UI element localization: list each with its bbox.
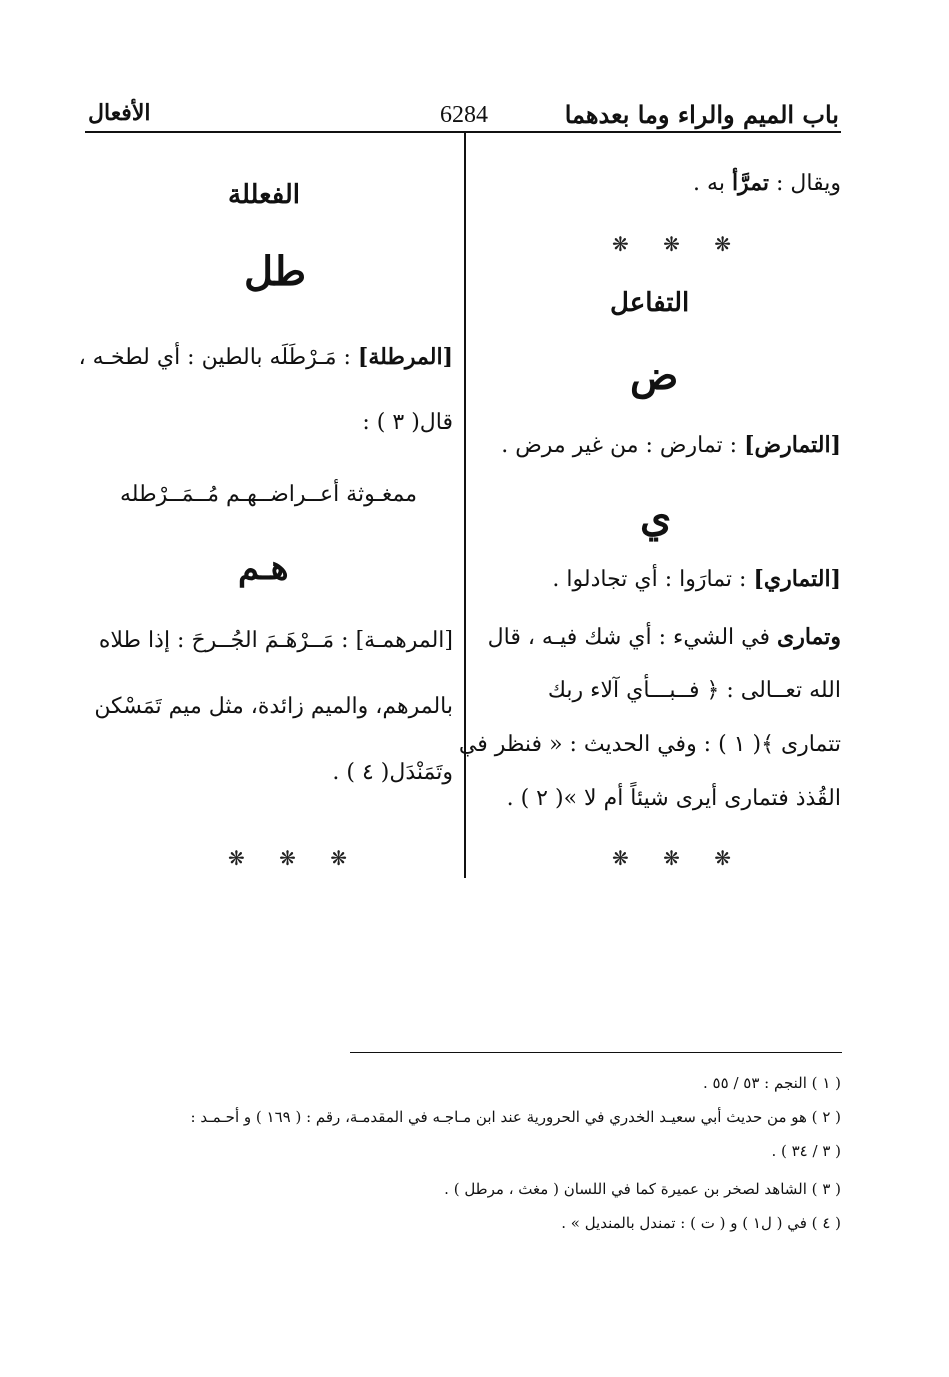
entry-marhama-line2: بالمرهم، والميم زائدة، مثل ميم تَمَسْكن: [94, 694, 453, 719]
footnote-rule: [350, 1052, 842, 1053]
header-rule: [85, 131, 841, 133]
entry-tamari: [552, 566, 841, 592]
intro-keyword: تمرَّأ: [731, 170, 770, 196]
heading-falala: الفعللة: [228, 180, 300, 210]
heading-tafaul: التفاعل: [610, 288, 690, 318]
intro-suffix: به .: [693, 171, 732, 196]
entry-tamara-line1: [488, 624, 841, 650]
entry-head: [التماري]: [753, 566, 841, 592]
root-letter-ya: ي: [640, 494, 672, 541]
section-separator-stars: ❋ ❋ ❋: [228, 846, 361, 870]
entry-tamara-line3: تتمارى ﴾( ١ ) : وفي الحديث : « فنظر في: [458, 732, 841, 757]
running-header-chapter: باب الميم والراء وما بعدهما: [564, 100, 839, 129]
section-separator-stars: ❋ ❋ ❋: [612, 846, 745, 870]
root-letters-hm: هـم: [238, 548, 289, 588]
entry-text: في الشيء : أي شك فيـه ، قال: [487, 625, 777, 650]
root-letters-tal: طل: [244, 248, 307, 295]
entry-text: : تمارض : من غير مرض .: [501, 433, 745, 458]
entry-tamara-line4: القُذذ فتمارى أيرى شيئاً أم لا »( ٢ ) .: [506, 786, 841, 811]
running-header-section: الأفعال: [88, 100, 151, 126]
entry-text: : مَـرْطَلَه بالطين : أي لطخـه ،: [78, 345, 358, 370]
entry-tamarud: [501, 432, 841, 458]
entry-marhama-line1: [المرهمـة] : مَــرْهَـمَ الجُــرحَ : إذا طلاه: [98, 628, 453, 653]
page-number: 6284: [440, 102, 488, 128]
footnote-3: ( ٣ ) الشاهد لصخر بن عميرة كما في اللسان ( مغث ، مرطل ) .: [444, 1180, 841, 1198]
root-letter-dad: ض: [630, 352, 679, 399]
entry-keyword: وتمارى: [776, 624, 841, 650]
entry-text: : تمارَوا : أي تجادلوا .: [552, 567, 754, 592]
footnote-2: ( ٢ ) هو من حديث أبي سعيـد الخدري في الحرورية عند ابن مـاجـه في المقدمـة، رقم : ( ١٦٩ ) و أحـمـد :: [190, 1108, 841, 1126]
right-line-intro: [693, 170, 841, 196]
entry-martala-line2: قال( ٣ ) :: [362, 410, 453, 435]
footnote-4: ( ٤ ) في ( ل١ ) و ( ت ) : تمندل بالمنديل » .: [561, 1214, 841, 1232]
entry-head: [التمارض]: [744, 432, 841, 458]
section-separator-stars: ❋ ❋ ❋: [612, 232, 745, 256]
footnote-2-continued: ( ٣ / ٣٤ ) .: [771, 1142, 841, 1160]
column-divider: [464, 133, 466, 878]
intro-prefix: ويقال :: [769, 171, 841, 196]
entry-martala: [79, 344, 453, 370]
footnote-1: ( ١ ) النجم : ٥٣ / ٥٥ .: [703, 1074, 841, 1092]
entry-tamara-line2: الله تعــالى : ﴿ فــبـــأي آلاء ربك: [547, 678, 841, 703]
poetry-verse: ممغـوثة أعــراضــهـم مُــمَــرْطله: [120, 482, 418, 507]
entry-head: [المرطلة]: [357, 344, 453, 370]
entry-marhama-line3: وتَمَنْدَل( ٤ ) .: [332, 760, 453, 785]
